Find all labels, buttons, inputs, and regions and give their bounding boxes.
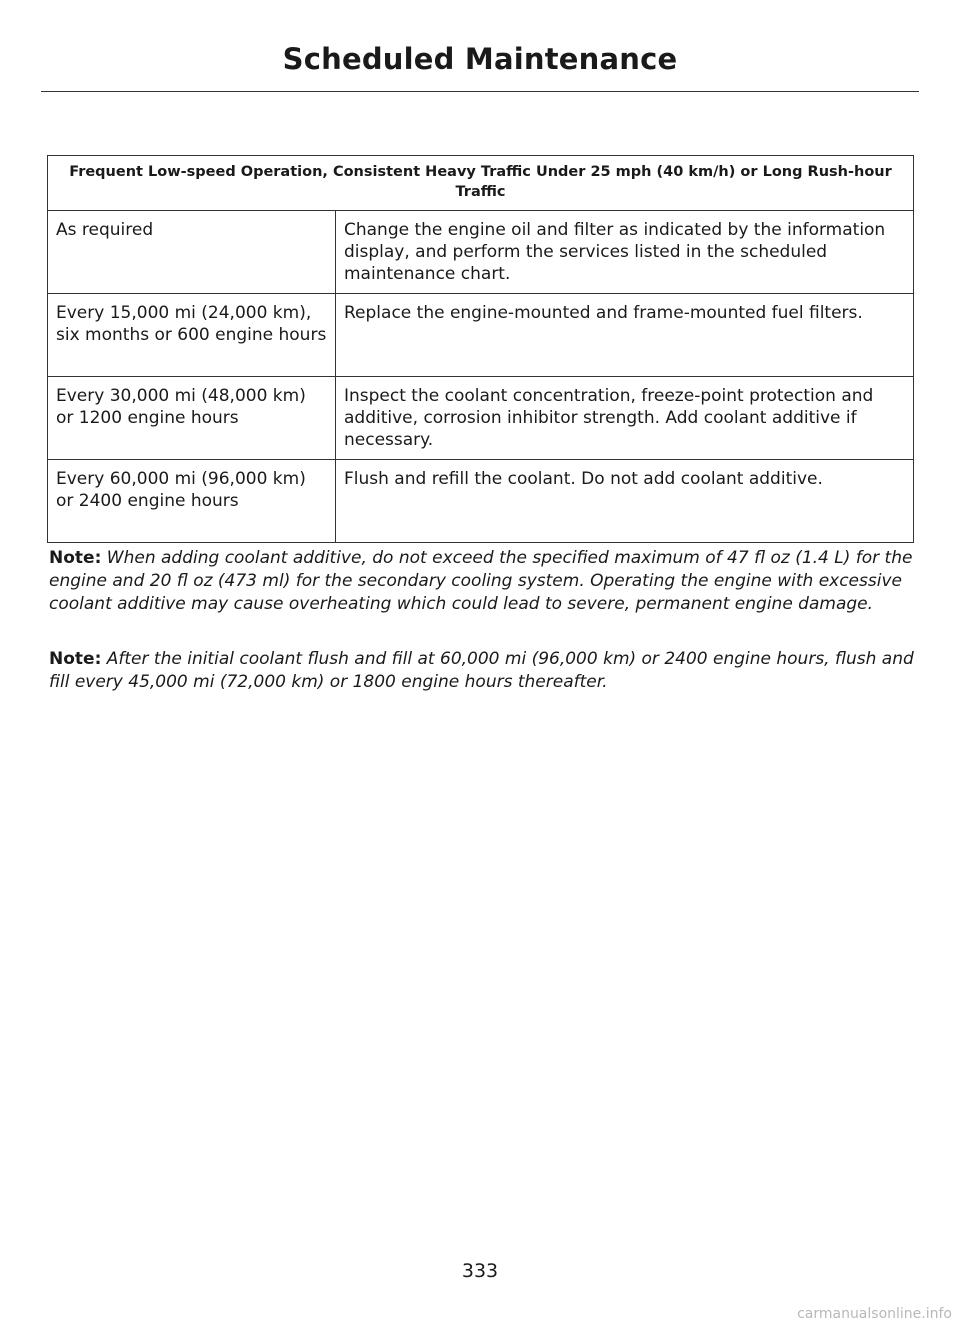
note-coolant-additive <box>49 547 915 616</box>
watermark: carmanualsonline.info <box>797 1306 952 1322</box>
page-number: 333 <box>461 1260 499 1282</box>
table-header: Frequent Low-speed Operation, Consistent Heavy Traffic Under 25 mph (40 km/h) or Long Rush-hour Traffic <box>48 156 914 211</box>
table-header-row <box>48 156 914 211</box>
interval-cell: Every 60,000 mi (96,000 km) or 2400 engine hours <box>48 460 336 543</box>
interval-cell: Every 30,000 mi (48,000 km) or 1200 engine hours <box>48 377 336 460</box>
maintenance-table <box>47 155 914 543</box>
interval-cell: Every 15,000 mi (24,000 km), six months or 600 engine hours <box>48 294 336 377</box>
table-row <box>48 211 914 294</box>
note-coolant-flush <box>49 648 915 694</box>
table-row <box>48 460 914 543</box>
note-text: When adding coolant additive, do not exceed the specified maximum of 47 fl oz (1.4 L) for the engine and 20 fl oz (473 ml) for the secondary cooling system. Operating the engine with excessive coolant additive may cause overheating which could lead to severe, permanent engine damage. <box>49 548 913 614</box>
action-cell: Flush and refill the coolant. Do not add coolant additive. <box>336 460 914 543</box>
note-label: Note: <box>49 548 102 568</box>
page-title: Scheduled Maintenance <box>282 42 678 76</box>
title-divider <box>41 91 919 92</box>
note-text: After the initial coolant flush and fill at 60,000 mi (96,000 km) or 2400 engine hours, flush and fill every 45,000 mi (72,000 km) or 1800 engine hours thereafter. <box>49 649 914 692</box>
action-cell: Change the engine oil and filter as indicated by the information display, and perform the services listed in the scheduled maintenance chart. <box>336 211 914 294</box>
note-label: Note: <box>49 649 102 669</box>
table-row <box>48 377 914 460</box>
table-row <box>48 294 914 377</box>
interval-cell: As required <box>48 211 336 294</box>
action-cell: Inspect the coolant concentration, freeze-point protection and additive, corrosion inhibitor strength. Add coolant additive if necessary. <box>336 377 914 460</box>
action-cell: Replace the engine-mounted and frame-mounted fuel filters. <box>336 294 914 377</box>
